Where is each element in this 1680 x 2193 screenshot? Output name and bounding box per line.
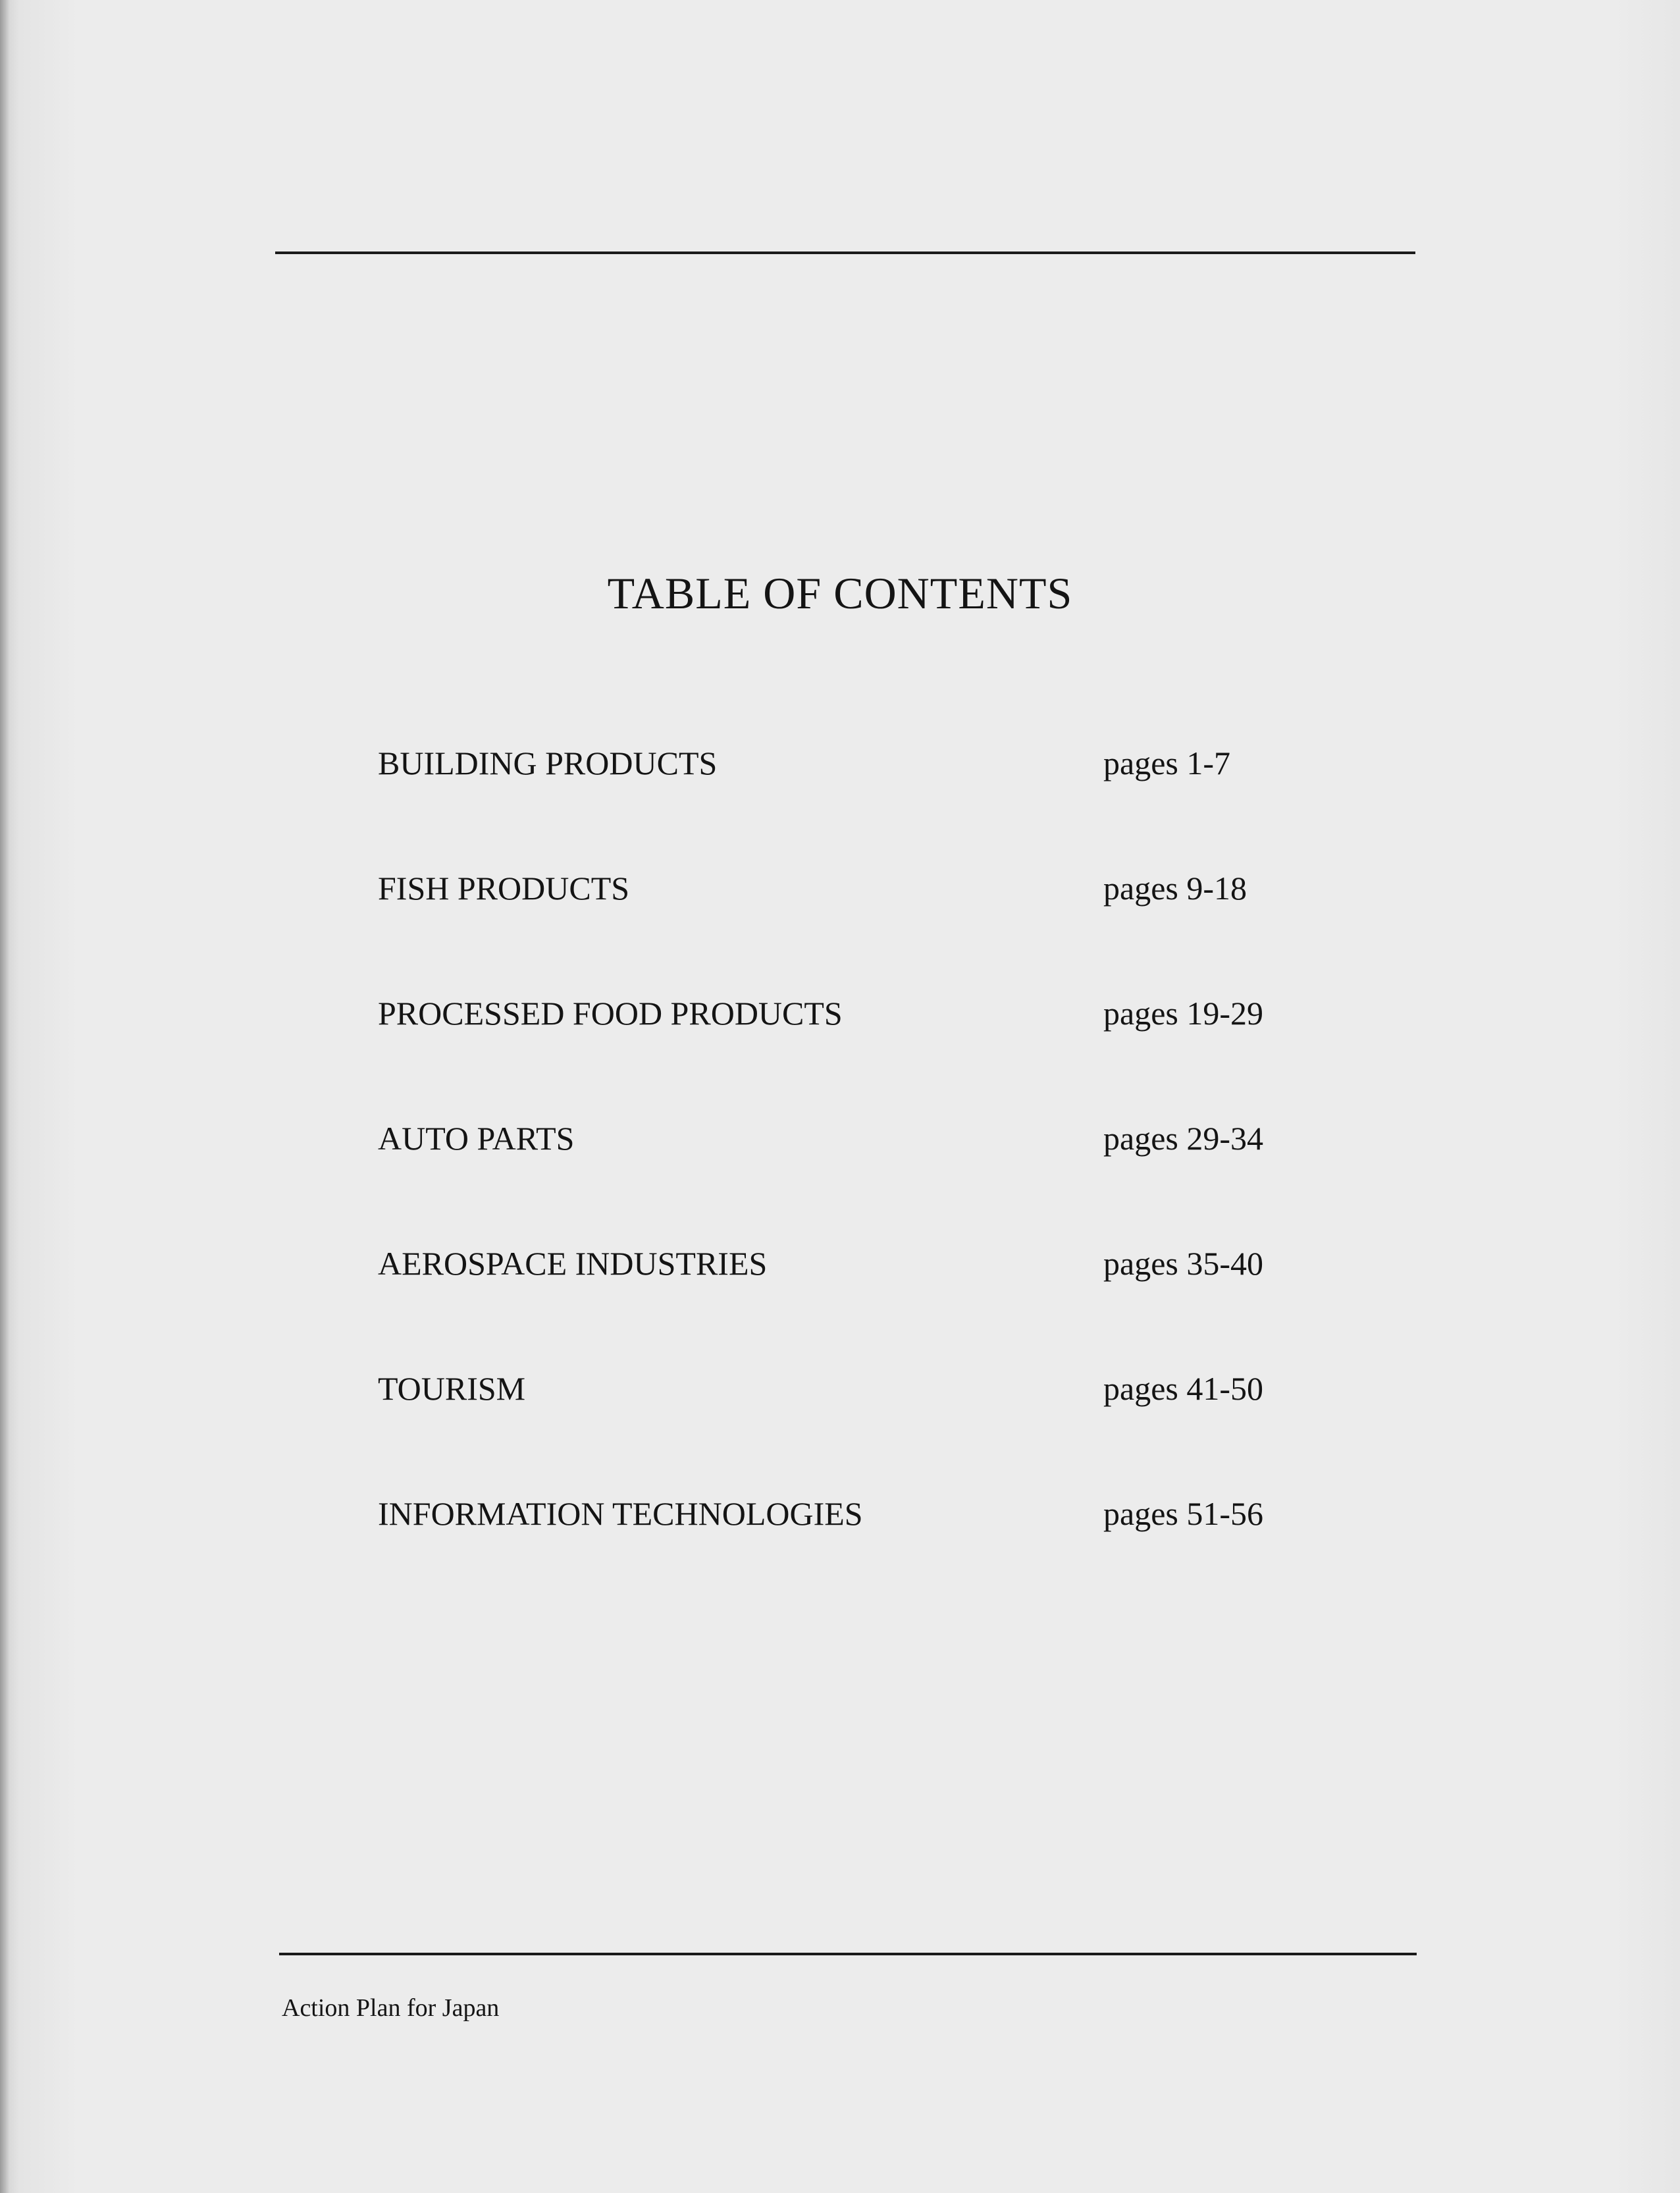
page-binding-edge: [0, 0, 9, 2193]
page-title: TABLE OF CONTENTS: [607, 568, 1073, 618]
toc-section-title: FISH PRODUCTS: [378, 870, 630, 907]
toc-page-range: pages 19-29: [1103, 995, 1263, 1032]
toc-section-title: AUTO PARTS: [378, 1120, 575, 1157]
toc-section-title: INFORMATION TECHNOLOGIES: [378, 1495, 863, 1532]
top-rule: [275, 251, 1415, 254]
toc-list: [378, 744, 1365, 1620]
bottom-rule: [279, 1953, 1417, 1955]
toc-section-title: TOURISM: [378, 1370, 526, 1407]
toc-entry: [378, 1369, 1365, 1494]
toc-entry: [378, 994, 1365, 1119]
toc-section-title: BUILDING PRODUCTS: [378, 745, 718, 781]
page-footer: Action Plan for Japan: [282, 1994, 500, 2022]
toc-section-title: PROCESSED FOOD PRODUCTS: [378, 995, 843, 1032]
toc-entry: [378, 1494, 1365, 1620]
toc-entry: [378, 869, 1365, 994]
toc-entry: [378, 1244, 1365, 1369]
toc-page-range: pages 51-56: [1103, 1495, 1263, 1532]
toc-entry: [378, 1119, 1365, 1244]
toc-entry: [378, 744, 1365, 869]
toc-page-range: pages 41-50: [1103, 1370, 1263, 1407]
toc-page-range: pages 9-18: [1103, 870, 1247, 907]
toc-page-range: pages 29-34: [1103, 1120, 1263, 1157]
toc-section-title: AEROSPACE INDUSTRIES: [378, 1245, 768, 1282]
toc-page-range: pages 1-7: [1103, 745, 1230, 781]
toc-page-range: pages 35-40: [1103, 1245, 1263, 1282]
